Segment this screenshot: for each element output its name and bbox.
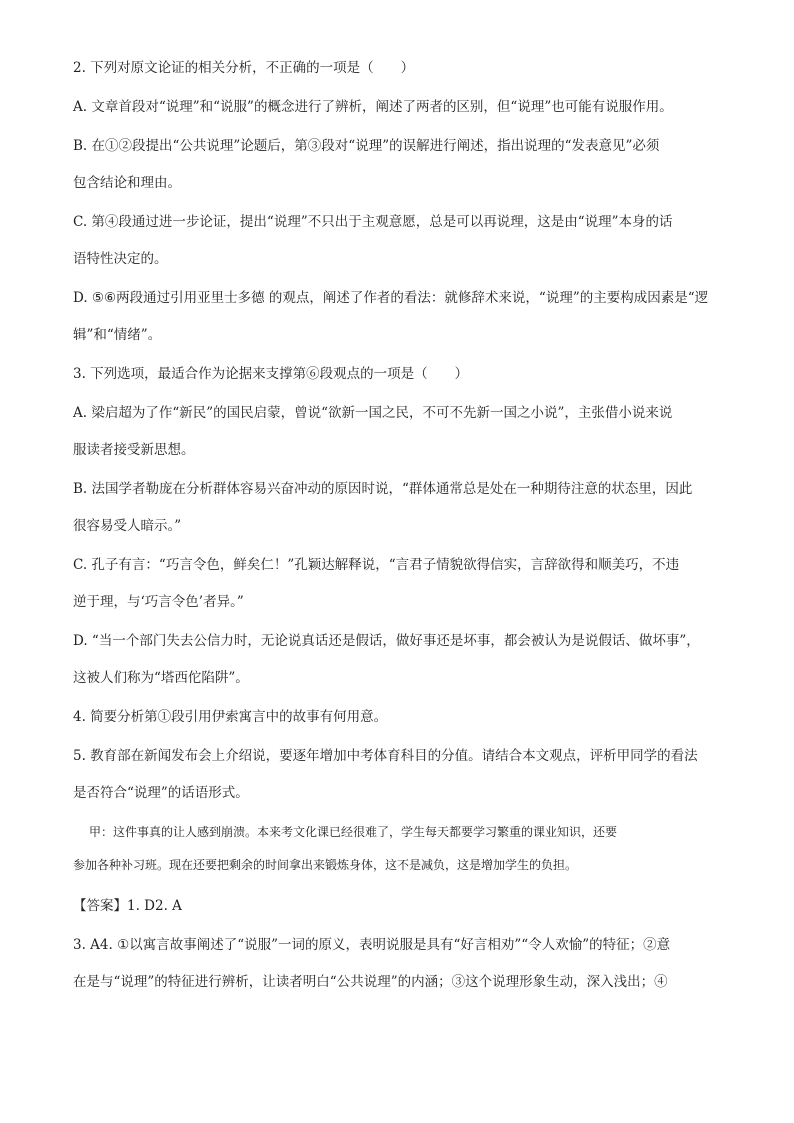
question-2-option-c: C. 第④段通过进一步论证，提出“说理”不只出于主观意愿，总是可以再说理，这是由“说理”本身的话 语特性决定的。 [73, 214, 673, 267]
question-2-stem: 2. 下列对原文论证的相关分析，不正确的一项是（ ） [73, 60, 415, 76]
question-3-option-b: B. 法国学者勒庞在分析群体容易兴奋冲动的原因时说，“群体通常总是处在一种期待注意的状态里，因此 很容易受人暗示。” [73, 481, 693, 534]
question-3-option-d: D. “当一个部门失去公信力时，无论说真话还是假话，做好事还是坏事，都会被认为是说假话、做坏事”， 这被人们称为“塔西佗陷阱”。 [73, 633, 700, 686]
question-2-option-a: A. 文章首段对“说理”和“说服”的概念进行了辨析，阐述了两者的区别，但“说理”也可能有说服作用。 [73, 99, 673, 115]
question-5-stem: 5. 教育部在新闻发布会上介绍说，要逐年增加中考体育科目的分值。请结合本文观点，评析甲同学的看法 是否符合“说理”的话语形式。 [73, 748, 698, 801]
document-page [73, 58, 723, 1011]
student-quote: 甲：这件事真的让人感到崩溃。本来考文化课已经很难了，学生每天都要学习繁重的课业知识，还要 参加各种补习班。现在还要把剩余的时间拿出来锻炼身体，这不是减负，这是增加学生的负担。 [73, 825, 618, 872]
answer-analysis: 3. A4. ①以寓言故事阐述了“说服”一词的原义，表明说服是具有“好言相劝”“令人欢愉”的特征；②意 在是与“说理”的特征进行辨析，让读者明白“公共说理”的内涵；③这个说理形象生动，深入浅出；④ [73, 937, 671, 990]
question-4-stem: 4. 简要分析第①段引用伊索寓言中的故事有何用意。 [73, 709, 388, 725]
question-3-option-a: A. 梁启超为了作“新民”的国民启蒙，曾说“欲新一国之民，不可不先新一国之小说”，主张借小说来说 服读者接受新思想。 [73, 405, 673, 458]
question-3-option-c: C. 孔子有言：“巧言令色，鲜矣仁！”孔颖达解释说，“言君子情貌欲得信实，言辞欲得和顺美巧，不违 逆于理，与‘巧言令色’者异。” [73, 557, 680, 610]
question-2-option-b: B. 在①②段提出“公共说理”论题后，第③段对“说理”的误解进行阐述，指出说理的“发表意见”必须 包含结论和理由。 [73, 138, 660, 191]
question-2-option-d: D. ⑤⑥两段通过引用亚里士多德 的观点，阐述了作者的看法：就修辞术来说，“说理”的主要构成因素是“逻 辑”和“情绪”。 [73, 290, 709, 343]
answer-key: 【答案】1. D2. A [73, 898, 182, 914]
question-3-stem: 3. 下列选项，最适合作为论据来支撑第⑥段观点的一项是（ ） [73, 366, 469, 382]
